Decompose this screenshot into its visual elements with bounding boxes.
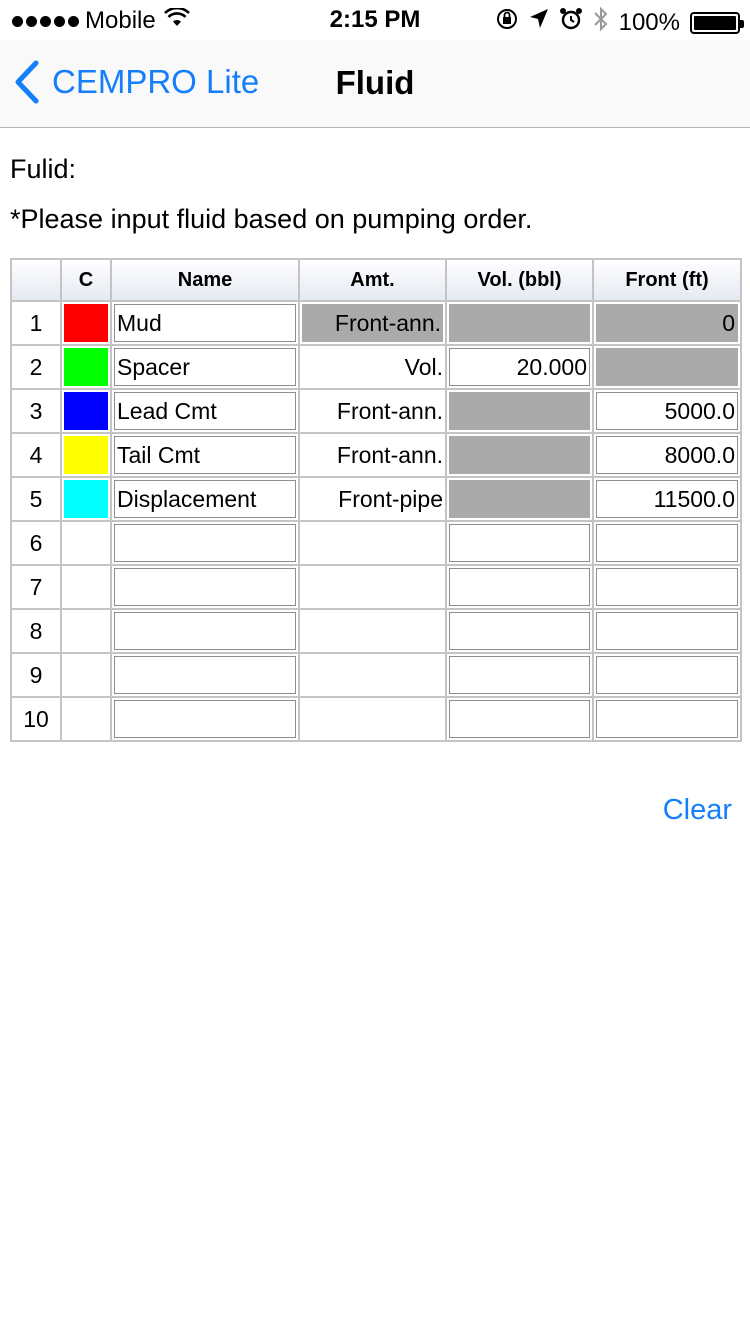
front-depth-field[interactable] xyxy=(596,612,738,650)
volume-field[interactable] xyxy=(449,524,590,562)
orientation-lock-icon xyxy=(495,7,519,38)
front-cell xyxy=(593,521,741,565)
color-cell[interactable] xyxy=(61,653,111,697)
color-cell[interactable] xyxy=(61,433,111,477)
amount-cell[interactable] xyxy=(299,653,446,697)
carrier-label: Mobile xyxy=(85,7,156,34)
fluid-name-field[interactable]: Mud xyxy=(114,304,296,342)
name-cell xyxy=(111,565,299,609)
volume-field[interactable]: 20.000 xyxy=(449,348,590,386)
row-index: 9 xyxy=(11,653,61,697)
name-cell xyxy=(111,301,299,345)
color-swatch[interactable] xyxy=(64,436,108,474)
fluid-name-field[interactable] xyxy=(114,656,296,694)
front-depth-field xyxy=(596,348,738,386)
clock: 2:15 PM xyxy=(329,6,421,33)
name-cell xyxy=(111,433,299,477)
row-index: 3 xyxy=(11,389,61,433)
header-amount: Amt. xyxy=(299,259,446,301)
status-bar xyxy=(0,0,750,40)
color-cell[interactable] xyxy=(61,565,111,609)
volume-cell xyxy=(446,477,593,521)
name-cell xyxy=(111,345,299,389)
volume-field xyxy=(449,436,590,474)
status-icons xyxy=(495,6,740,39)
amount-type-selector[interactable]: Front-pipe xyxy=(338,485,443,512)
fluid-name-field[interactable] xyxy=(114,524,296,562)
fluid-name-field[interactable] xyxy=(114,612,296,650)
amount-type-selector[interactable]: Front-ann. xyxy=(336,441,443,468)
color-swatch[interactable] xyxy=(64,480,108,518)
table-row xyxy=(11,301,741,345)
chevron-left-icon xyxy=(14,60,40,104)
name-cell xyxy=(111,389,299,433)
row-index: 4 xyxy=(11,433,61,477)
volume-cell xyxy=(446,389,593,433)
fluid-name-field[interactable] xyxy=(114,568,296,606)
volume-field[interactable] xyxy=(449,656,590,694)
front-depth-field[interactable]: 11500.0 xyxy=(596,480,738,518)
row-index: 7 xyxy=(11,565,61,609)
color-cell[interactable] xyxy=(61,389,111,433)
front-depth-field[interactable] xyxy=(596,656,738,694)
header-front: Front (ft) xyxy=(593,259,741,301)
table-row xyxy=(11,653,741,697)
bluetooth-icon xyxy=(593,6,609,39)
front-cell xyxy=(593,301,741,345)
front-cell xyxy=(593,433,741,477)
color-cell[interactable] xyxy=(61,609,111,653)
color-swatch[interactable] xyxy=(64,348,108,386)
back-button-label: CEMPRO Lite xyxy=(52,63,260,100)
row-index: 6 xyxy=(11,521,61,565)
amount-type-selector[interactable]: Vol. xyxy=(404,353,443,380)
back-button[interactable] xyxy=(14,60,259,104)
amount-cell[interactable] xyxy=(299,521,446,565)
amount-cell[interactable] xyxy=(299,609,446,653)
header-volume: Vol. (bbl) xyxy=(446,259,593,301)
fluid-table xyxy=(10,258,742,742)
name-cell xyxy=(111,609,299,653)
name-cell xyxy=(111,521,299,565)
row-index: 5 xyxy=(11,477,61,521)
amount-type-selector[interactable]: Front-ann. xyxy=(336,397,443,424)
front-depth-field: 0 xyxy=(596,304,738,342)
row-index: 1 xyxy=(11,301,61,345)
front-depth-field[interactable] xyxy=(596,568,738,606)
color-swatch[interactable] xyxy=(64,392,108,430)
volume-cell xyxy=(446,565,593,609)
table-row xyxy=(11,609,741,653)
amount-cell[interactable] xyxy=(299,565,446,609)
instruction-note: *Please input fluid based on pumping order. xyxy=(10,204,533,234)
table-row xyxy=(11,345,741,389)
amount-cell[interactable] xyxy=(299,433,446,477)
amount-cell[interactable] xyxy=(299,697,446,741)
amount-cell[interactable] xyxy=(299,389,446,433)
volume-cell xyxy=(446,301,593,345)
fluid-name-field[interactable]: Lead Cmt xyxy=(114,392,296,430)
front-cell xyxy=(593,477,741,521)
fluid-label: Fulid: xyxy=(10,154,77,184)
header-index xyxy=(11,259,61,301)
volume-cell xyxy=(446,609,593,653)
location-icon xyxy=(529,8,549,37)
front-cell xyxy=(593,565,741,609)
volume-field[interactable] xyxy=(449,612,590,650)
volume-cell xyxy=(446,653,593,697)
color-swatch[interactable] xyxy=(64,304,108,342)
volume-field xyxy=(449,392,590,430)
header-color: C xyxy=(61,259,111,301)
volume-field xyxy=(449,304,590,342)
table-header-row xyxy=(11,259,741,301)
table-row xyxy=(11,521,741,565)
front-cell xyxy=(593,653,741,697)
battery-percent: 100% xyxy=(618,8,680,36)
battery-icon xyxy=(690,12,740,34)
fluid-name-field[interactable]: Tail Cmt xyxy=(114,436,296,474)
row-index: 10 xyxy=(11,697,61,741)
header-name: Name xyxy=(111,259,299,301)
fluid-name-field[interactable]: Displacement xyxy=(114,480,296,518)
fluid-name-field[interactable] xyxy=(114,700,296,738)
front-cell xyxy=(593,697,741,741)
volume-cell xyxy=(446,697,593,741)
fluid-name-field[interactable]: Spacer xyxy=(114,348,296,386)
volume-cell xyxy=(446,433,593,477)
volume-field[interactable] xyxy=(449,700,590,738)
front-depth-field[interactable] xyxy=(596,700,738,738)
volume-cell xyxy=(446,521,593,565)
volume-field[interactable] xyxy=(449,568,590,606)
front-cell xyxy=(593,609,741,653)
row-index: 2 xyxy=(11,345,61,389)
color-cell[interactable] xyxy=(61,477,111,521)
volume-field xyxy=(449,480,590,518)
amount-cell[interactable] xyxy=(299,477,446,521)
amount-cell[interactable] xyxy=(299,301,446,345)
color-cell[interactable] xyxy=(61,697,111,741)
navigation-bar xyxy=(0,40,750,128)
front-cell xyxy=(593,389,741,433)
name-cell xyxy=(111,653,299,697)
color-cell[interactable] xyxy=(61,521,111,565)
page-title: Fluid xyxy=(335,64,415,101)
table-row xyxy=(11,697,741,741)
color-cell[interactable] xyxy=(61,345,111,389)
name-cell xyxy=(111,697,299,741)
name-cell xyxy=(111,477,299,521)
row-index: 8 xyxy=(11,609,61,653)
clear-button[interactable]: Clear xyxy=(662,794,732,826)
alarm-icon xyxy=(559,7,583,38)
amount-cell[interactable] xyxy=(299,345,446,389)
table-row xyxy=(11,477,741,521)
front-depth-field[interactable]: 5000.0 xyxy=(596,392,738,430)
color-cell[interactable] xyxy=(61,301,111,345)
table-row xyxy=(11,433,741,477)
table-row xyxy=(11,389,741,433)
front-depth-field[interactable] xyxy=(596,524,738,562)
volume-cell xyxy=(446,345,593,389)
table-row xyxy=(11,565,741,609)
front-cell xyxy=(593,345,741,389)
amount-type-selector[interactable]: Front-ann. xyxy=(302,304,443,342)
front-depth-field[interactable]: 8000.0 xyxy=(596,436,738,474)
